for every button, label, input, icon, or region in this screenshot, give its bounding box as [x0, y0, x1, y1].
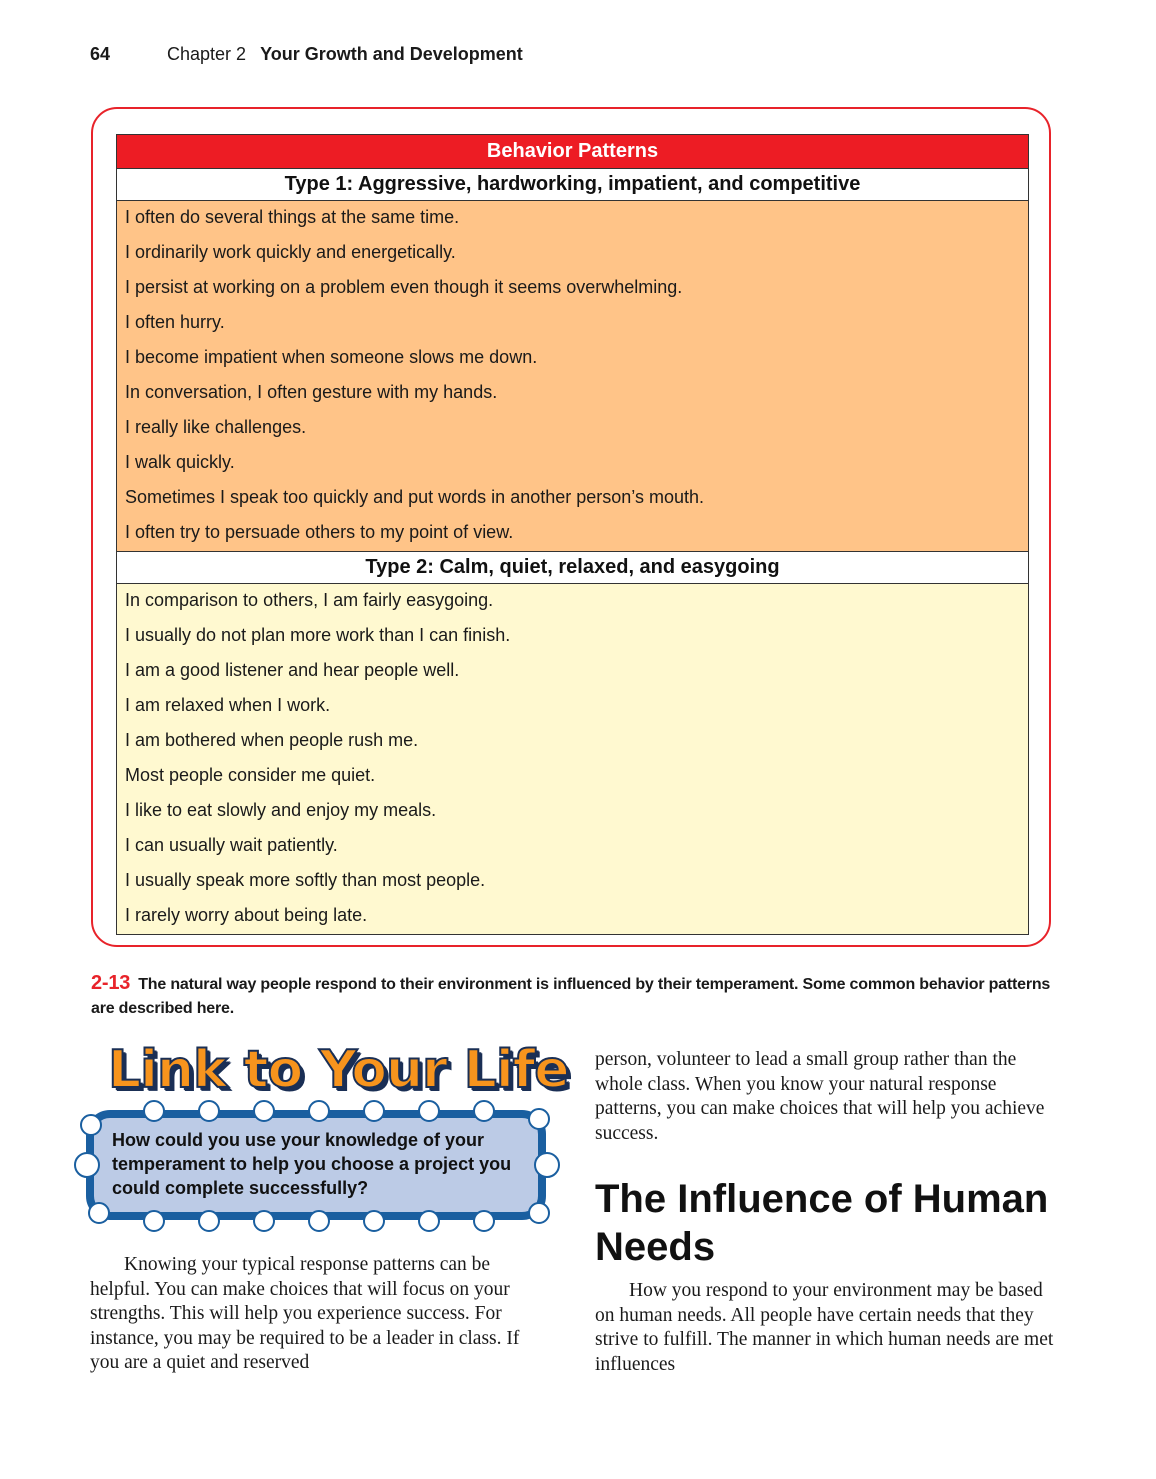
- table-row: I usually speak more softly than most people.: [125, 870, 486, 890]
- right-paragraph: person, volunteer to lead a small group rather than the whole class. When you know your natural response patterns, you can make choices that will help you achieve success.: [595, 1049, 1045, 1144]
- table-row: I can usually wait patiently.: [125, 835, 338, 855]
- caption-text: The natural way people respond to their environment is influenced by their temperament. Some common behavior patterns are described here.: [91, 976, 1051, 1017]
- bead-decoration: [418, 1100, 440, 1122]
- table-row: I like to eat slowly and enjoy my meals.: [125, 800, 437, 820]
- table-row: Most people consider me quiet.: [125, 765, 376, 785]
- table-row: I often try to persuade others to my point of view.: [125, 522, 514, 542]
- bead-decoration: [74, 1152, 100, 1178]
- table-row: I become impatient when someone slows me down.: [125, 347, 538, 367]
- table-row: I often do several things at the same time.: [125, 207, 460, 227]
- bead-decoration: [198, 1210, 220, 1232]
- table-row: I usually do not plan more work than I can finish.: [125, 625, 511, 645]
- table-row: I often hurry.: [125, 312, 225, 332]
- section-heading: The Influence of Human Needs: [595, 1177, 1049, 1269]
- link-question: How could you use your knowledge of your temperament to help you choose a project you could complete successfully?: [112, 1130, 512, 1198]
- chapter-title: Your Growth and Development: [260, 44, 523, 64]
- type2-rows: [117, 584, 1028, 934]
- bead-decoration: [363, 1210, 385, 1232]
- page-number: 64: [90, 44, 111, 64]
- bead-decoration: [363, 1100, 385, 1122]
- section-paragraph: How you respond to your environment may be based on human needs. All people have certain needs that they strive to fulfill. The manner in which human needs are met influences: [595, 1280, 1054, 1375]
- table-row: I walk quickly.: [125, 452, 235, 472]
- table-row: I rarely worry about being late.: [125, 905, 368, 925]
- bead-decoration: [534, 1152, 560, 1178]
- bead-decoration: [308, 1100, 330, 1122]
- table-row: I really like challenges.: [125, 417, 307, 437]
- table-row: I am a good listener and hear people well.: [125, 660, 460, 680]
- table-title: Behavior Patterns: [117, 135, 1028, 169]
- link-to-your-life-box: [70, 1040, 570, 1240]
- figure-number: 2-13: [91, 972, 131, 994]
- bead-decoration: [253, 1210, 275, 1232]
- bead-decoration: [308, 1210, 330, 1232]
- table-row: I am relaxed when I work.: [125, 695, 331, 715]
- behavior-patterns-table: [116, 134, 1029, 935]
- table-row: In comparison to others, I am fairly easygoing.: [125, 590, 494, 610]
- link-to-your-life-title: Link to Your Life: [108, 1040, 569, 1100]
- bead-decoration: [143, 1100, 165, 1122]
- type1-heading: Type 1: Aggressive, hardworking, impatient, and competitive: [117, 169, 1028, 201]
- bead-decoration: [418, 1210, 440, 1232]
- bead-decoration: [253, 1100, 275, 1122]
- left-paragraph: Knowing your typical response patterns can be helpful. You can make choices that will focus on your strengths. This will help you experience success. For instance, you may be required to be a leader in class. If you are a quiet and reserved: [90, 1254, 520, 1373]
- bead-decoration: [473, 1100, 495, 1122]
- table-row: I persist at working on a problem even though it seems overwhelming.: [125, 277, 683, 297]
- bead-decoration: [143, 1210, 165, 1232]
- figure-caption: [91, 971, 1051, 1021]
- table-row: In conversation, I often gesture with my hands.: [125, 382, 498, 402]
- bead-decoration: [528, 1202, 550, 1224]
- bead-decoration: [473, 1210, 495, 1232]
- bead-decoration: [198, 1100, 220, 1122]
- table-row: I ordinarily work quickly and energetically.: [125, 242, 456, 262]
- type1-rows: [117, 201, 1028, 551]
- table-row: Sometimes I speak too quickly and put words in another person’s mouth.: [125, 487, 704, 507]
- bead-decoration: [528, 1108, 550, 1130]
- chapter-label: Chapter 2: [167, 44, 247, 64]
- table-row: I am bothered when people rush me.: [125, 730, 419, 750]
- bead-decoration: [88, 1202, 110, 1224]
- type2-heading: Type 2: Calm, quiet, relaxed, and easygoing: [117, 551, 1028, 584]
- bead-decoration: [80, 1114, 102, 1136]
- page-header: [90, 44, 523, 65]
